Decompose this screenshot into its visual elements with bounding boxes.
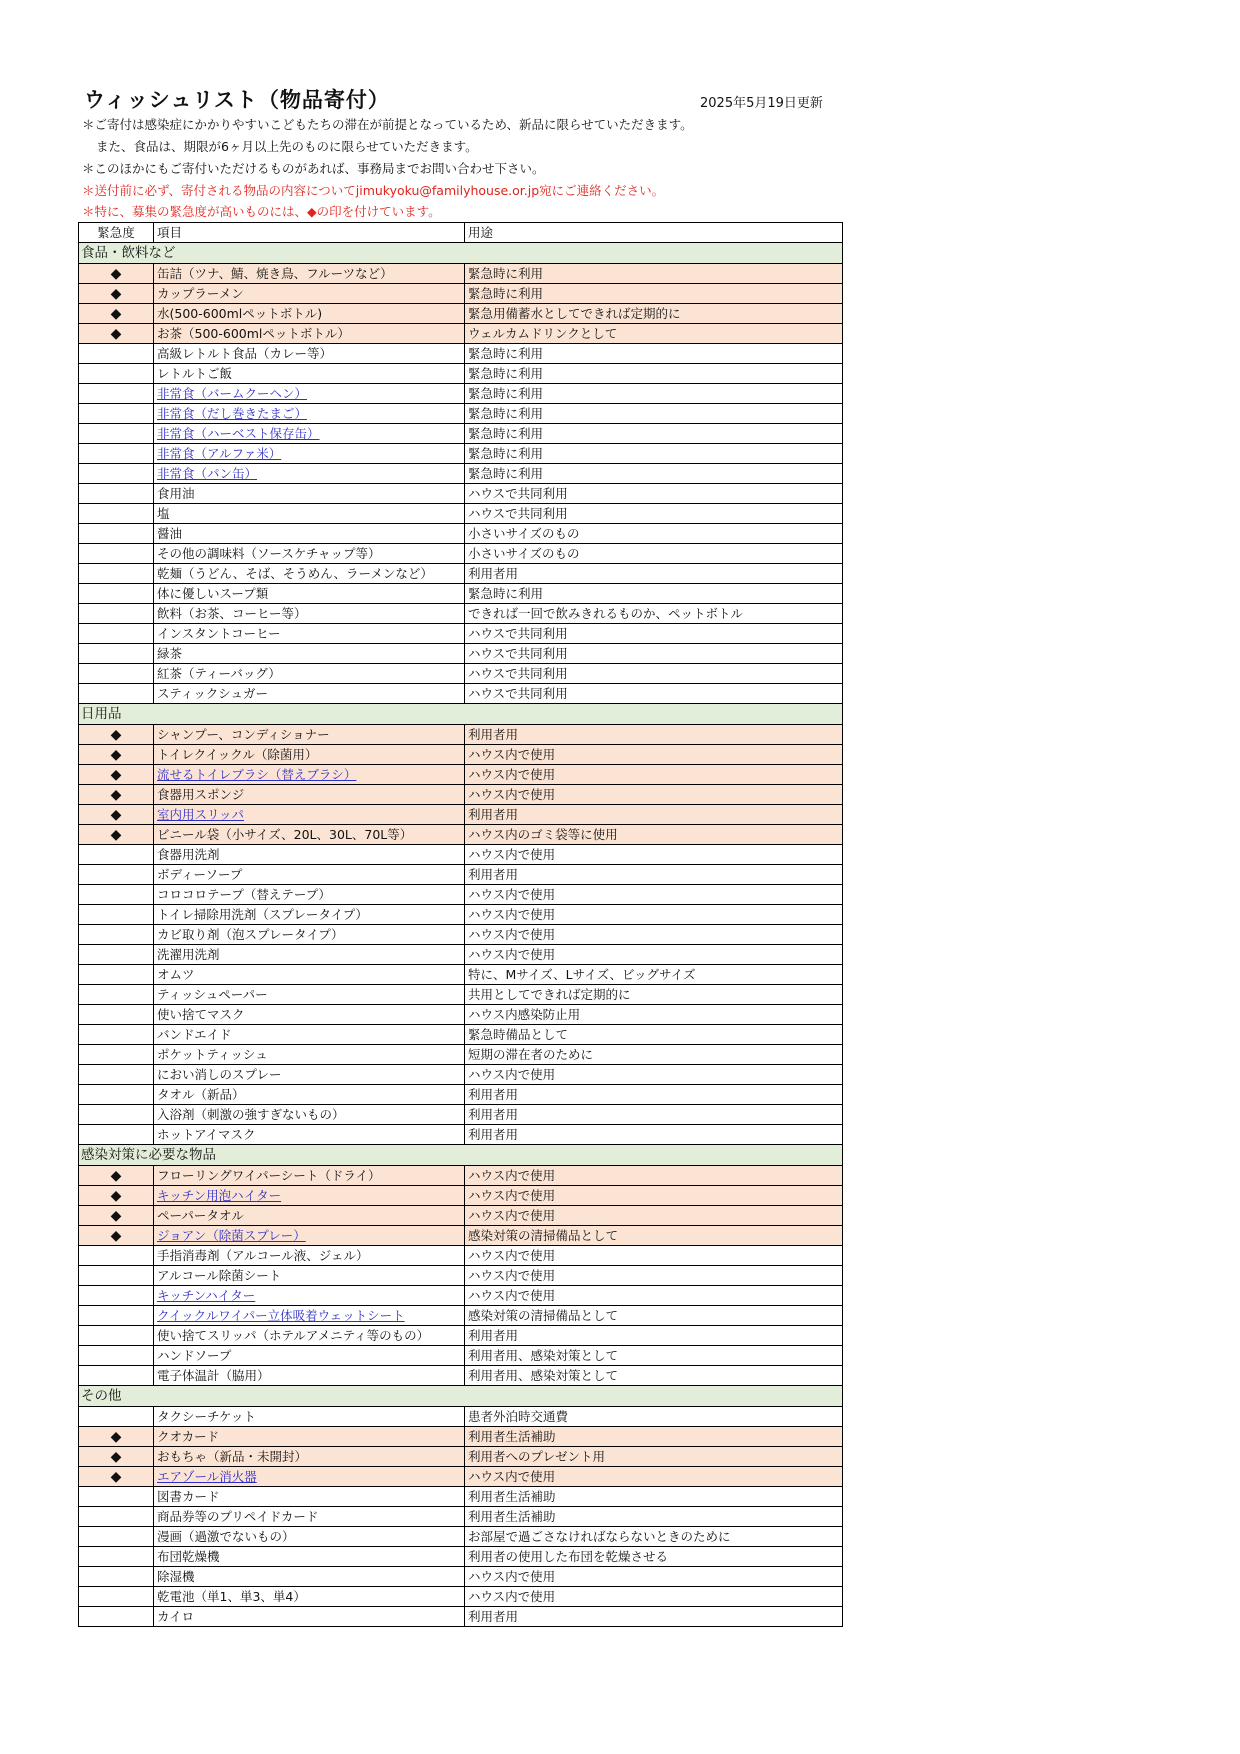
item-cell: トイレ掃除用洗剤（スプレータイプ） — [154, 905, 465, 925]
item-cell: カビ取り剤（泡スプレータイプ） — [154, 925, 465, 945]
table-row — [79, 745, 843, 765]
item-link[interactable]: 非常食（ハーベスト保存缶） — [157, 425, 320, 441]
use-cell: 利用者生活補助 — [465, 1427, 843, 1447]
note-urgency-text-2: の印を付けています。 — [316, 204, 441, 219]
urgency-diamond-icon: ◆ — [79, 284, 154, 304]
use-cell: ハウスで共同利用 — [465, 644, 843, 664]
table-row — [79, 1045, 843, 1065]
use-cell: ハウス内で使用 — [465, 1567, 843, 1587]
urgency-cell — [79, 404, 154, 424]
urgency-cell — [79, 424, 154, 444]
item-cell: クオカード — [154, 1427, 465, 1447]
note-contact-before-sending: ＊送付前に必ず、寄付される物品の内容についてjimukyoku@familyhouse.or.jp宛にご連絡ください。 — [82, 183, 665, 198]
urgency-cell — [79, 1507, 154, 1527]
item-cell: ハンドソープ — [154, 1346, 465, 1366]
item-cell — [154, 1186, 465, 1206]
item-link[interactable]: 非常食（バームクーヘン） — [157, 385, 308, 401]
use-cell: ハウスで共同利用 — [465, 484, 843, 504]
category-row — [79, 243, 843, 264]
urgency-cell — [79, 865, 154, 885]
urgency-cell — [79, 925, 154, 945]
use-cell: ハウス内で使用 — [465, 765, 843, 785]
category-label: 日用品 — [79, 704, 843, 725]
urgency-cell — [79, 1587, 154, 1607]
use-cell: ハウス内で使用 — [465, 1266, 843, 1286]
urgency-diamond-icon: ◆ — [79, 1166, 154, 1186]
urgency-cell — [79, 1286, 154, 1306]
item-cell: 乾麺（うどん、そば、そうめん、ラーメンなど） — [154, 564, 465, 584]
table-row — [79, 1567, 843, 1587]
use-cell: 緊急時に利用 — [465, 264, 843, 284]
urgency-diamond-icon: ◆ — [79, 1206, 154, 1226]
urgency-cell — [79, 1607, 154, 1627]
item-cell: 布団乾燥機 — [154, 1547, 465, 1567]
table-row — [79, 1507, 843, 1527]
item-cell — [154, 1467, 465, 1487]
table-row — [79, 985, 843, 1005]
table-row — [79, 1105, 843, 1125]
urgency-cell — [79, 1306, 154, 1326]
use-cell: ハウス内で使用 — [465, 945, 843, 965]
urgency-cell — [79, 985, 154, 1005]
table-row — [79, 1346, 843, 1366]
item-cell: オムツ — [154, 965, 465, 985]
table-row — [79, 885, 843, 905]
urgency-cell — [79, 1065, 154, 1085]
use-cell: 緊急時に利用 — [465, 424, 843, 444]
table-row — [79, 1487, 843, 1507]
table-row — [79, 905, 843, 925]
item-cell: ビニール袋（小サイズ、20L、30L、70L等） — [154, 825, 465, 845]
table-row — [79, 1286, 843, 1306]
table-row — [79, 765, 843, 785]
item-cell: タオル（新品） — [154, 1085, 465, 1105]
urgency-diamond-icon: ◆ — [79, 1447, 154, 1467]
urgency-cell — [79, 1527, 154, 1547]
use-cell: ハウス内で使用 — [465, 1166, 843, 1186]
urgency-cell — [79, 484, 154, 504]
wishlist-table — [78, 222, 843, 1627]
item-cell: ポケットティッシュ — [154, 1045, 465, 1065]
table-row — [79, 945, 843, 965]
table-row — [79, 1025, 843, 1045]
urgency-cell — [79, 1266, 154, 1286]
urgency-cell — [79, 1125, 154, 1145]
note-new-only: ＊ご寄付は感染症にかかりやすいこどもたちの滞在が前提となっているため、新品に限らせていただきます。 — [82, 117, 693, 132]
item-cell: バンドエイド — [154, 1025, 465, 1045]
item-cell: お茶（500-600mlペットボトル） — [154, 324, 465, 344]
use-cell: 利用者用 — [465, 1125, 843, 1145]
item-link[interactable]: 非常食（アルファ米） — [157, 445, 282, 461]
use-cell: 利用者用 — [465, 564, 843, 584]
use-cell: 緊急時に利用 — [465, 364, 843, 384]
table-row — [79, 664, 843, 684]
item-cell: 高級レトルト食品（カレー等） — [154, 344, 465, 364]
urgency-cell — [79, 564, 154, 584]
urgency-cell — [79, 1025, 154, 1045]
use-cell: 緊急時に利用 — [465, 404, 843, 424]
table-row — [79, 564, 843, 584]
item-cell: インスタントコーヒー — [154, 624, 465, 644]
urgency-cell — [79, 364, 154, 384]
use-cell: できれば一回で飲みきれるものか、ペットボトル — [465, 604, 843, 624]
use-cell: ハウス内で使用 — [465, 1587, 843, 1607]
urgency-diamond-icon: ◆ — [79, 765, 154, 785]
use-cell: 緊急用備蓄水としてできれば定期的に — [465, 304, 843, 324]
item-link[interactable]: キッチンハイター — [157, 1287, 256, 1303]
use-cell: 利用者用 — [465, 1085, 843, 1105]
urgency-cell — [79, 464, 154, 484]
urgency-cell — [79, 384, 154, 404]
urgency-cell — [79, 905, 154, 925]
item-link[interactable]: 流せるトイレブラシ（替えブラシ） — [157, 766, 357, 782]
table-row — [79, 624, 843, 644]
page-title: ウィッシュリスト（物品寄付） — [84, 88, 390, 112]
table-row — [79, 1467, 843, 1487]
item-cell: 洗濯用洗剤 — [154, 945, 465, 965]
urgency-diamond-icon: ◆ — [79, 1427, 154, 1447]
item-link[interactable]: クイックルワイパー立体吸着ウェットシート — [157, 1307, 405, 1323]
urgency-diamond-icon: ◆ — [79, 825, 154, 845]
use-cell: 利用者用 — [465, 725, 843, 745]
use-cell: ハウス内で使用 — [465, 1286, 843, 1306]
urgency-cell — [79, 1567, 154, 1587]
use-cell: 短期の滞在者のために — [465, 1045, 843, 1065]
table-row — [79, 444, 843, 464]
item-cell — [154, 424, 465, 444]
category-row — [79, 704, 843, 725]
table-row — [79, 865, 843, 885]
table-row — [79, 1407, 843, 1427]
item-cell: カップラーメン — [154, 284, 465, 304]
table-row — [79, 324, 843, 344]
item-cell: 使い捨てスリッパ（ホテルアメニティ等のもの） — [154, 1326, 465, 1346]
urgency-cell — [79, 644, 154, 664]
item-cell: 塩 — [154, 504, 465, 524]
use-cell: 患者外泊時交通費 — [465, 1407, 843, 1427]
table-row — [79, 1065, 843, 1085]
use-cell: ハウス内で使用 — [465, 1186, 843, 1206]
use-cell: ハウスで共同利用 — [465, 624, 843, 644]
item-cell: 入浴剤（刺激の強すぎないもの） — [154, 1105, 465, 1125]
urgency-cell — [79, 584, 154, 604]
category-row — [79, 1145, 843, 1166]
table-row — [79, 1587, 843, 1607]
urgency-cell — [79, 1105, 154, 1125]
table-row — [79, 1527, 843, 1547]
urgency-cell — [79, 544, 154, 564]
table-row — [79, 785, 843, 805]
urgency-cell — [79, 444, 154, 464]
table-row — [79, 1246, 843, 1266]
use-cell: ハウス内で使用 — [465, 745, 843, 765]
use-cell: 緊急時に利用 — [465, 464, 843, 484]
urgency-cell — [79, 1547, 154, 1567]
urgency-cell — [79, 885, 154, 905]
item-cell — [154, 384, 465, 404]
item-cell — [154, 805, 465, 825]
table-row — [79, 424, 843, 444]
use-cell: 緊急時に利用 — [465, 584, 843, 604]
item-cell: 商品券等のプリペイドカード — [154, 1507, 465, 1527]
note-food-expiry: また、食品は、期限が6ヶ月以上先のものに限らせていただきます。 — [96, 139, 478, 154]
urgency-cell — [79, 604, 154, 624]
item-cell: ホットアイマスク — [154, 1125, 465, 1145]
urgency-cell — [79, 684, 154, 704]
urgency-cell — [79, 1366, 154, 1386]
table-row — [79, 845, 843, 865]
item-link[interactable]: キッチン用泡ハイター — [157, 1187, 282, 1203]
use-cell: 利用者の使用した布団を乾燥させる — [465, 1547, 843, 1567]
urgency-cell — [79, 344, 154, 364]
item-cell: 缶詰（ツナ、鯖、焼き鳥、フルーツなど） — [154, 264, 465, 284]
item-cell: その他の調味料（ソースケチャップ等） — [154, 544, 465, 564]
note-inquiry: ＊このほかにもご寄付いただけるものがあれば、事務局までお問い合わせ下さい。 — [82, 161, 545, 176]
table-header-row — [79, 223, 843, 243]
urgency-diamond-icon: ◆ — [79, 745, 154, 765]
urgency-cell — [79, 1005, 154, 1025]
item-cell: 食器用洗剤 — [154, 845, 465, 865]
urgency-cell — [79, 1346, 154, 1366]
use-cell: ハウスで共同利用 — [465, 684, 843, 704]
urgency-diamond-icon: ◆ — [79, 1226, 154, 1246]
urgency-diamond-icon: ◆ — [79, 1467, 154, 1487]
item-cell — [154, 1226, 465, 1246]
category-label: 食品・飲料など — [79, 243, 843, 264]
item-cell: ボディーソープ — [154, 865, 465, 885]
table-row — [79, 584, 843, 604]
item-cell: 緑茶 — [154, 644, 465, 664]
note-urgency-mark — [82, 202, 842, 222]
use-cell: 緊急時備品として — [465, 1025, 843, 1045]
item-cell: 電子体温計（脇用） — [154, 1366, 465, 1386]
table-row — [79, 725, 843, 745]
table-row — [79, 1005, 843, 1025]
use-cell: ハウス内感染防止用 — [465, 1005, 843, 1025]
table-row — [79, 644, 843, 664]
item-cell: トイレクイックル（除菌用） — [154, 745, 465, 765]
category-label: その他 — [79, 1386, 843, 1407]
use-cell: 利用者用 — [465, 1105, 843, 1125]
table-row — [79, 404, 843, 424]
item-cell: コロコロテープ（替えテープ） — [154, 885, 465, 905]
item-cell: 図書カード — [154, 1487, 465, 1507]
item-cell: におい消しのスプレー — [154, 1065, 465, 1085]
urgency-cell — [79, 845, 154, 865]
use-cell: ハウス内で使用 — [465, 905, 843, 925]
item-link[interactable]: 非常食（だし巻きたまご） — [157, 405, 308, 421]
table-row — [79, 825, 843, 845]
use-cell: 緊急時に利用 — [465, 284, 843, 304]
use-cell: ハウス内のゴミ袋等に使用 — [465, 825, 843, 845]
urgency-diamond-icon: ◆ — [79, 725, 154, 745]
header-item: 項目 — [154, 223, 465, 243]
table-row — [79, 805, 843, 825]
item-link[interactable]: 非常食（パン缶） — [157, 465, 258, 481]
table-row — [79, 1125, 843, 1145]
item-cell: タクシーチケット — [154, 1407, 465, 1427]
item-cell: 使い捨てマスク — [154, 1005, 465, 1025]
use-cell: ハウス内で使用 — [465, 1065, 843, 1085]
urgency-diamond-icon: ◆ — [79, 324, 154, 344]
item-cell: 醤油 — [154, 524, 465, 544]
urgency-cell — [79, 1487, 154, 1507]
use-cell: ハウス内で使用 — [465, 1246, 843, 1266]
item-cell: 手指消毒剤（アルコール液、ジェル） — [154, 1246, 465, 1266]
table-row — [79, 1607, 843, 1627]
header-use: 用途 — [465, 223, 843, 243]
use-cell: ハウス内で使用 — [465, 785, 843, 805]
table-row — [79, 344, 843, 364]
item-cell: 除湿機 — [154, 1567, 465, 1587]
table-row — [79, 1547, 843, 1567]
use-cell: ハウス内で使用 — [465, 1467, 843, 1487]
item-cell: 食器用スポンジ — [154, 785, 465, 805]
urgency-cell — [79, 524, 154, 544]
use-cell: 利用者用、感染対策として — [465, 1366, 843, 1386]
item-cell: 漫画（過激でないもの） — [154, 1527, 465, 1547]
item-cell: 体に優しいスープ類 — [154, 584, 465, 604]
updated-date: 2025年5月19日更新 — [700, 96, 823, 111]
urgency-cell — [79, 504, 154, 524]
diamond-icon: ◆ — [307, 204, 317, 219]
item-cell — [154, 1286, 465, 1306]
use-cell: ウェルカムドリンクとして — [465, 324, 843, 344]
use-cell: 感染対策の清掃備品として — [465, 1226, 843, 1246]
item-cell: 紅茶（ティーバッグ） — [154, 664, 465, 684]
item-cell: 水(500-600mlペットボトル) — [154, 304, 465, 324]
table-row — [79, 364, 843, 384]
urgency-cell — [79, 945, 154, 965]
use-cell: 利用者用 — [465, 805, 843, 825]
category-label: 感染対策に必要な物品 — [79, 1145, 843, 1166]
table-row — [79, 1447, 843, 1467]
table-row — [79, 524, 843, 544]
table-row — [79, 544, 843, 564]
use-cell: 利用者用 — [465, 865, 843, 885]
table-row — [79, 464, 843, 484]
use-cell: ハウス内で使用 — [465, 925, 843, 945]
use-cell: 小さいサイズのもの — [465, 544, 843, 564]
item-cell — [154, 444, 465, 464]
use-cell: ハウス内で使用 — [465, 885, 843, 905]
table-row — [79, 965, 843, 985]
table-row — [79, 504, 843, 524]
item-cell — [154, 464, 465, 484]
item-cell: ティッシュペーパー — [154, 985, 465, 1005]
table-row — [79, 1206, 843, 1226]
urgency-cell — [79, 624, 154, 644]
item-cell: アルコール除菌シート — [154, 1266, 465, 1286]
use-cell: ハウスで共同利用 — [465, 664, 843, 684]
urgency-cell — [79, 1045, 154, 1065]
table-row — [79, 1427, 843, 1447]
table-row — [79, 264, 843, 284]
table-row — [79, 484, 843, 504]
use-cell: 利用者生活補助 — [465, 1507, 843, 1527]
use-cell: 利用者へのプレゼント用 — [465, 1447, 843, 1467]
item-cell: カイロ — [154, 1607, 465, 1627]
use-cell: 緊急時に利用 — [465, 384, 843, 404]
table-row — [79, 384, 843, 404]
use-cell: 小さいサイズのもの — [465, 524, 843, 544]
urgency-diamond-icon: ◆ — [79, 805, 154, 825]
table-row — [79, 684, 843, 704]
item-cell: スティックシュガー — [154, 684, 465, 704]
item-cell: ペーパータオル — [154, 1206, 465, 1226]
table-row — [79, 925, 843, 945]
table-row — [79, 1226, 843, 1246]
item-cell — [154, 404, 465, 424]
item-cell: レトルトご飯 — [154, 364, 465, 384]
use-cell: 利用者生活補助 — [465, 1487, 843, 1507]
table-row — [79, 284, 843, 304]
item-cell — [154, 765, 465, 785]
urgency-cell — [79, 1326, 154, 1346]
item-cell: 飲料（お茶、コーヒー等） — [154, 604, 465, 624]
item-cell: 乾電池（単1、単3、単4） — [154, 1587, 465, 1607]
use-cell: 緊急時に利用 — [465, 444, 843, 464]
table-row — [79, 304, 843, 324]
item-cell: シャンプー、コンディショナー — [154, 725, 465, 745]
use-cell: 感染対策の清掃備品として — [465, 1306, 843, 1326]
table-row — [79, 1085, 843, 1105]
table-row — [79, 1266, 843, 1286]
use-cell: ハウス内で使用 — [465, 845, 843, 865]
urgency-diamond-icon: ◆ — [79, 1186, 154, 1206]
urgency-cell — [79, 1085, 154, 1105]
urgency-diamond-icon: ◆ — [79, 304, 154, 324]
use-cell: 利用者用 — [465, 1326, 843, 1346]
item-cell: フローリングワイパーシート（ドライ） — [154, 1166, 465, 1186]
item-cell: おもちゃ（新品・未開封） — [154, 1447, 465, 1467]
use-cell: 特に、Mサイズ、Lサイズ、ビッグサイズ — [465, 965, 843, 985]
urgency-cell — [79, 664, 154, 684]
notes — [82, 114, 842, 222]
urgency-cell — [79, 965, 154, 985]
urgency-diamond-icon: ◆ — [79, 264, 154, 284]
urgency-cell — [79, 1407, 154, 1427]
note-urgency-text-1: ＊特に、募集の緊急度が高いものには、 — [82, 204, 308, 219]
urgency-cell — [79, 1246, 154, 1266]
use-cell: 利用者用 — [465, 1607, 843, 1627]
use-cell: ハウスで共同利用 — [465, 504, 843, 524]
use-cell: 共用としてできれば定期的に — [465, 985, 843, 1005]
category-row — [79, 1386, 843, 1407]
urgency-diamond-icon: ◆ — [79, 785, 154, 805]
use-cell: お部屋で過ごさなければならないときのために — [465, 1527, 843, 1547]
table-row — [79, 1166, 843, 1186]
table-row — [79, 1186, 843, 1206]
use-cell: 緊急時に利用 — [465, 344, 843, 364]
item-link[interactable]: エアゾール消火器 — [157, 1468, 257, 1484]
header-urgency: 緊急度 — [79, 223, 154, 243]
item-cell — [154, 1306, 465, 1326]
use-cell: ハウス内で使用 — [465, 1206, 843, 1226]
item-cell: 食用油 — [154, 484, 465, 504]
item-link[interactable]: ジョアン（除菌スプレー） — [157, 1227, 306, 1243]
table-row — [79, 1366, 843, 1386]
table-row — [79, 1326, 843, 1346]
use-cell: 利用者用、感染対策として — [465, 1346, 843, 1366]
table-row — [79, 1306, 843, 1326]
item-link[interactable]: 室内用スリッパ — [157, 806, 245, 822]
table-row — [79, 604, 843, 624]
